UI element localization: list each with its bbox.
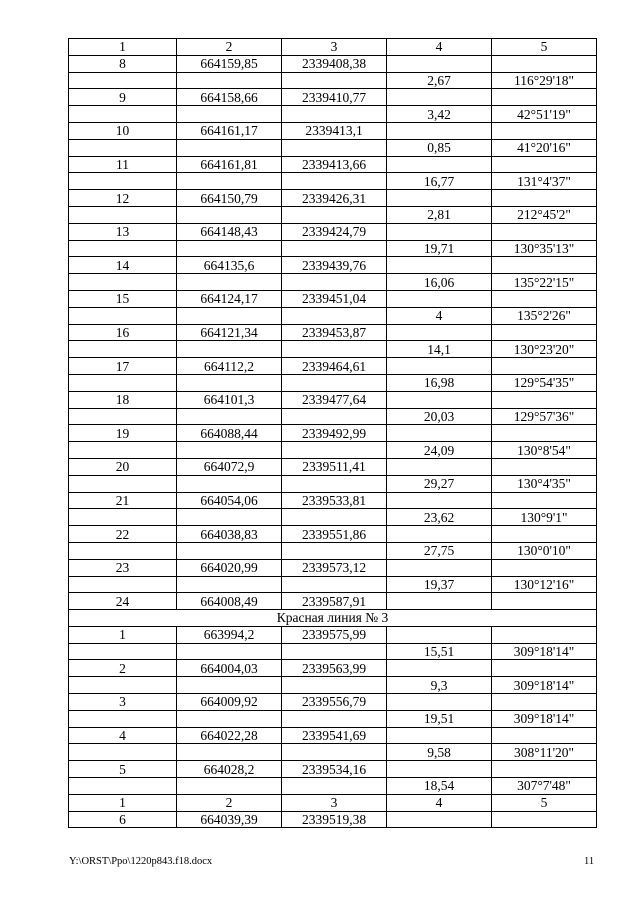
y-coordinate-cell [282, 206, 387, 223]
y-coordinate-cell: 2339551,86 [282, 526, 387, 543]
point-row [69, 761, 597, 778]
distance-cell [387, 761, 492, 778]
point-number-cell [69, 274, 177, 291]
point-number-cell [69, 173, 177, 190]
direction-angle-cell: 309°18'14" [492, 643, 597, 660]
distance-cell: 29,27 [387, 475, 492, 492]
distance-cell: 4 [387, 307, 492, 324]
segment-row [69, 542, 597, 559]
y-coordinate-cell [282, 542, 387, 559]
y-coordinate-cell: 2339424,79 [282, 223, 387, 240]
direction-angle-cell: 129°54'35" [492, 374, 597, 391]
point-number-cell: 23 [69, 559, 177, 576]
y-coordinate-cell [282, 710, 387, 727]
x-coordinate-cell: 664020,99 [177, 559, 282, 576]
x-coordinate-cell [177, 778, 282, 795]
point-row [69, 55, 597, 72]
point-number-cell: 9 [69, 89, 177, 106]
distance-cell [387, 811, 492, 828]
point-row [69, 122, 597, 139]
page-number: 11 [584, 856, 595, 867]
direction-angle-cell [492, 626, 597, 643]
distance-cell [387, 526, 492, 543]
x-coordinate-cell: 664054,06 [177, 492, 282, 509]
y-coordinate-cell: 2339451,04 [282, 290, 387, 307]
distance-cell [387, 89, 492, 106]
direction-angle-cell [492, 492, 597, 509]
direction-angle-cell [492, 156, 597, 173]
direction-angle-cell: 130°4'35" [492, 475, 597, 492]
y-coordinate-cell: 2339587,91 [282, 593, 387, 610]
direction-angle-cell: 130°0'10" [492, 542, 597, 559]
x-coordinate-cell [177, 173, 282, 190]
distance-cell: 18,54 [387, 778, 492, 795]
direction-angle-cell: 130°12'16" [492, 576, 597, 593]
point-row [69, 526, 597, 543]
point-row [69, 89, 597, 106]
y-coordinate-cell: 2339413,1 [282, 122, 387, 139]
x-coordinate-cell [177, 374, 282, 391]
direction-angle-cell [492, 89, 597, 106]
segment-row [69, 643, 597, 660]
x-coordinate-cell: 664124,17 [177, 290, 282, 307]
distance-cell: 19,71 [387, 240, 492, 257]
direction-angle-cell [492, 727, 597, 744]
distance-cell: 9,3 [387, 677, 492, 694]
x-coordinate-cell [177, 542, 282, 559]
y-coordinate-cell [282, 240, 387, 257]
segment-row [69, 408, 597, 425]
direction-angle-cell [492, 761, 597, 778]
direction-angle-cell: 42°51'19" [492, 106, 597, 123]
direction-angle-cell [492, 660, 597, 677]
point-row [69, 626, 597, 643]
point-number-cell [69, 341, 177, 358]
direction-angle-cell [492, 458, 597, 475]
direction-angle-cell [492, 122, 597, 139]
point-number-cell [69, 509, 177, 526]
distance-cell: 3,42 [387, 106, 492, 123]
point-number-cell: 10 [69, 122, 177, 139]
x-coordinate-cell: 664038,83 [177, 526, 282, 543]
point-number-cell: 16 [69, 324, 177, 341]
column-number-cell: 1 [69, 794, 177, 811]
segment-row [69, 240, 597, 257]
point-row [69, 425, 597, 442]
y-coordinate-cell: 2339511,41 [282, 458, 387, 475]
point-row [69, 358, 597, 375]
direction-angle-cell [492, 425, 597, 442]
x-coordinate-cell: 664028,2 [177, 761, 282, 778]
segment-row [69, 677, 597, 694]
column-number-cell: 2 [177, 794, 282, 811]
direction-angle-cell [492, 811, 597, 828]
point-row [69, 660, 597, 677]
point-number-cell [69, 408, 177, 425]
direction-angle-cell: 130°9'1" [492, 509, 597, 526]
point-number-cell [69, 307, 177, 324]
point-number-cell: 3 [69, 694, 177, 711]
point-number-cell [69, 106, 177, 123]
point-number-cell [69, 72, 177, 89]
point-number-cell [69, 744, 177, 761]
direction-angle-cell [492, 290, 597, 307]
point-number-cell: 15 [69, 290, 177, 307]
column-number-cell: 3 [282, 39, 387, 56]
point-number-cell: 22 [69, 526, 177, 543]
x-coordinate-cell [177, 72, 282, 89]
column-number-row [69, 39, 597, 56]
direction-angle-cell: 116°29'18" [492, 72, 597, 89]
x-coordinate-cell: 664150,79 [177, 190, 282, 207]
y-coordinate-cell: 2339533,81 [282, 492, 387, 509]
x-coordinate-cell [177, 307, 282, 324]
point-number-cell [69, 374, 177, 391]
point-number-cell: 24 [69, 593, 177, 610]
direction-angle-cell: 130°23'20" [492, 341, 597, 358]
column-number-cell: 3 [282, 794, 387, 811]
y-coordinate-cell: 2339492,99 [282, 425, 387, 442]
direction-angle-cell [492, 391, 597, 408]
column-number-cell: 4 [387, 794, 492, 811]
direction-angle-cell [492, 190, 597, 207]
segment-row [69, 173, 597, 190]
point-row [69, 492, 597, 509]
point-number-cell [69, 677, 177, 694]
column-number-row [69, 794, 597, 811]
distance-cell: 15,51 [387, 643, 492, 660]
direction-angle-cell [492, 526, 597, 543]
distance-cell: 19,51 [387, 710, 492, 727]
point-number-cell [69, 576, 177, 593]
x-coordinate-cell [177, 240, 282, 257]
y-coordinate-cell: 2339575,99 [282, 626, 387, 643]
x-coordinate-cell: 664022,28 [177, 727, 282, 744]
x-coordinate-cell [177, 509, 282, 526]
direction-angle-cell: 135°22'15" [492, 274, 597, 291]
distance-cell: 23,62 [387, 509, 492, 526]
x-coordinate-cell [177, 408, 282, 425]
distance-cell [387, 156, 492, 173]
point-row [69, 257, 597, 274]
y-coordinate-cell: 2339439,76 [282, 257, 387, 274]
direction-angle-cell [492, 694, 597, 711]
distance-cell: 27,75 [387, 542, 492, 559]
point-number-cell: 20 [69, 458, 177, 475]
y-coordinate-cell: 2339563,99 [282, 660, 387, 677]
y-coordinate-cell [282, 408, 387, 425]
distance-cell [387, 358, 492, 375]
distance-cell [387, 660, 492, 677]
distance-cell: 9,58 [387, 744, 492, 761]
x-coordinate-cell [177, 643, 282, 660]
distance-cell: 16,06 [387, 274, 492, 291]
y-coordinate-cell [282, 576, 387, 593]
distance-cell: 0,85 [387, 139, 492, 156]
x-coordinate-cell: 664088,44 [177, 425, 282, 442]
point-number-cell [69, 643, 177, 660]
coordinates-table [68, 38, 597, 828]
x-coordinate-cell [177, 442, 282, 459]
x-coordinate-cell: 664161,81 [177, 156, 282, 173]
segment-row [69, 744, 597, 761]
column-number-cell: 4 [387, 39, 492, 56]
point-row [69, 324, 597, 341]
section-heading: Красная линия № 3 [69, 610, 597, 627]
y-coordinate-cell [282, 643, 387, 660]
x-coordinate-cell [177, 744, 282, 761]
segment-row [69, 509, 597, 526]
y-coordinate-cell [282, 475, 387, 492]
point-row [69, 727, 597, 744]
point-number-cell [69, 139, 177, 156]
distance-cell [387, 593, 492, 610]
point-number-cell: 11 [69, 156, 177, 173]
segment-row [69, 778, 597, 795]
segment-row [69, 274, 597, 291]
distance-cell: 2,81 [387, 206, 492, 223]
segment-row [69, 106, 597, 123]
distance-cell [387, 727, 492, 744]
point-number-cell: 5 [69, 761, 177, 778]
direction-angle-cell: 307°7'48" [492, 778, 597, 795]
y-coordinate-cell [282, 509, 387, 526]
x-coordinate-cell [177, 206, 282, 223]
segment-row [69, 442, 597, 459]
x-coordinate-cell: 664101,3 [177, 391, 282, 408]
x-coordinate-cell: 664158,66 [177, 89, 282, 106]
segment-row [69, 139, 597, 156]
x-coordinate-cell: 664072,9 [177, 458, 282, 475]
point-row [69, 593, 597, 610]
point-row [69, 290, 597, 307]
distance-cell [387, 492, 492, 509]
point-row [69, 811, 597, 828]
distance-cell [387, 324, 492, 341]
point-number-cell [69, 442, 177, 459]
x-coordinate-cell: 664121,34 [177, 324, 282, 341]
distance-cell [387, 55, 492, 72]
y-coordinate-cell: 2339556,79 [282, 694, 387, 711]
distance-cell [387, 559, 492, 576]
direction-angle-cell [492, 324, 597, 341]
distance-cell [387, 257, 492, 274]
x-coordinate-cell [177, 475, 282, 492]
y-coordinate-cell [282, 744, 387, 761]
point-number-cell [69, 206, 177, 223]
point-row [69, 391, 597, 408]
y-coordinate-cell: 2339541,69 [282, 727, 387, 744]
direction-angle-cell [492, 257, 597, 274]
point-number-cell: 13 [69, 223, 177, 240]
point-number-cell: 21 [69, 492, 177, 509]
segment-row [69, 206, 597, 223]
direction-angle-cell [492, 358, 597, 375]
distance-cell: 2,67 [387, 72, 492, 89]
x-coordinate-cell: 664008,49 [177, 593, 282, 610]
point-number-cell [69, 542, 177, 559]
y-coordinate-cell: 2339426,31 [282, 190, 387, 207]
y-coordinate-cell [282, 274, 387, 291]
footer-file-path: Y:\ORST\Ppo\1220p843.f18.docx [69, 856, 213, 867]
point-number-cell [69, 710, 177, 727]
distance-cell: 19,37 [387, 576, 492, 593]
distance-cell: 24,09 [387, 442, 492, 459]
point-number-cell: 19 [69, 425, 177, 442]
distance-cell [387, 223, 492, 240]
x-coordinate-cell [177, 341, 282, 358]
y-coordinate-cell: 2339464,61 [282, 358, 387, 375]
direction-angle-cell [492, 593, 597, 610]
point-row [69, 559, 597, 576]
y-coordinate-cell [282, 677, 387, 694]
distance-cell [387, 122, 492, 139]
point-number-cell: 14 [69, 257, 177, 274]
point-number-cell: 1 [69, 626, 177, 643]
x-coordinate-cell [177, 576, 282, 593]
direction-angle-cell: 130°35'13" [492, 240, 597, 257]
x-coordinate-cell: 664159,85 [177, 55, 282, 72]
distance-cell: 16,77 [387, 173, 492, 190]
direction-angle-cell: 41°20'16" [492, 139, 597, 156]
y-coordinate-cell [282, 374, 387, 391]
y-coordinate-cell [282, 442, 387, 459]
segment-row [69, 307, 597, 324]
y-coordinate-cell [282, 307, 387, 324]
column-number-cell: 5 [492, 794, 597, 811]
direction-angle-cell: 308°11'20" [492, 744, 597, 761]
y-coordinate-cell [282, 106, 387, 123]
y-coordinate-cell: 2339519,38 [282, 811, 387, 828]
point-row [69, 190, 597, 207]
distance-cell: 20,03 [387, 408, 492, 425]
y-coordinate-cell [282, 341, 387, 358]
point-number-cell: 2 [69, 660, 177, 677]
x-coordinate-cell [177, 677, 282, 694]
direction-angle-cell: 135°2'26" [492, 307, 597, 324]
point-row [69, 694, 597, 711]
y-coordinate-cell: 2339453,87 [282, 324, 387, 341]
x-coordinate-cell [177, 710, 282, 727]
distance-cell [387, 290, 492, 307]
distance-cell [387, 391, 492, 408]
distance-cell [387, 626, 492, 643]
x-coordinate-cell: 664004,03 [177, 660, 282, 677]
direction-angle-cell: 309°18'14" [492, 677, 597, 694]
column-number-cell: 2 [177, 39, 282, 56]
column-number-cell: 5 [492, 39, 597, 56]
direction-angle-cell: 309°18'14" [492, 710, 597, 727]
segment-row [69, 374, 597, 391]
point-number-cell: 6 [69, 811, 177, 828]
section-heading-row [69, 610, 597, 627]
x-coordinate-cell: 664039,39 [177, 811, 282, 828]
segment-row [69, 710, 597, 727]
distance-cell: 14,1 [387, 341, 492, 358]
coordinates-table-body [69, 39, 597, 828]
point-row [69, 223, 597, 240]
distance-cell [387, 694, 492, 711]
y-coordinate-cell [282, 778, 387, 795]
segment-row [69, 72, 597, 89]
segment-row [69, 576, 597, 593]
direction-angle-cell: 129°57'36" [492, 408, 597, 425]
y-coordinate-cell: 2339534,16 [282, 761, 387, 778]
point-row [69, 156, 597, 173]
point-number-cell: 8 [69, 55, 177, 72]
point-number-cell [69, 475, 177, 492]
x-coordinate-cell: 663994,2 [177, 626, 282, 643]
x-coordinate-cell [177, 274, 282, 291]
point-number-cell: 18 [69, 391, 177, 408]
y-coordinate-cell: 2339408,38 [282, 55, 387, 72]
y-coordinate-cell: 2339573,12 [282, 559, 387, 576]
x-coordinate-cell [177, 139, 282, 156]
x-coordinate-cell: 664112,2 [177, 358, 282, 375]
x-coordinate-cell [177, 106, 282, 123]
segment-row [69, 341, 597, 358]
point-number-cell: 17 [69, 358, 177, 375]
x-coordinate-cell: 664009,92 [177, 694, 282, 711]
point-row [69, 458, 597, 475]
y-coordinate-cell [282, 173, 387, 190]
distance-cell [387, 425, 492, 442]
distance-cell: 16,98 [387, 374, 492, 391]
point-number-cell: 12 [69, 190, 177, 207]
segment-row [69, 475, 597, 492]
x-coordinate-cell: 664148,43 [177, 223, 282, 240]
y-coordinate-cell [282, 139, 387, 156]
x-coordinate-cell: 664161,17 [177, 122, 282, 139]
distance-cell [387, 190, 492, 207]
point-number-cell [69, 240, 177, 257]
direction-angle-cell [492, 55, 597, 72]
y-coordinate-cell: 2339410,77 [282, 89, 387, 106]
direction-angle-cell [492, 559, 597, 576]
y-coordinate-cell: 2339477,64 [282, 391, 387, 408]
point-number-cell: 4 [69, 727, 177, 744]
point-number-cell [69, 778, 177, 795]
direction-angle-cell: 212°45'2" [492, 206, 597, 223]
direction-angle-cell: 131°4'37" [492, 173, 597, 190]
column-number-cell: 1 [69, 39, 177, 56]
direction-angle-cell: 130°8'54" [492, 442, 597, 459]
direction-angle-cell [492, 223, 597, 240]
y-coordinate-cell: 2339413,66 [282, 156, 387, 173]
y-coordinate-cell [282, 72, 387, 89]
x-coordinate-cell: 664135,6 [177, 257, 282, 274]
distance-cell [387, 458, 492, 475]
